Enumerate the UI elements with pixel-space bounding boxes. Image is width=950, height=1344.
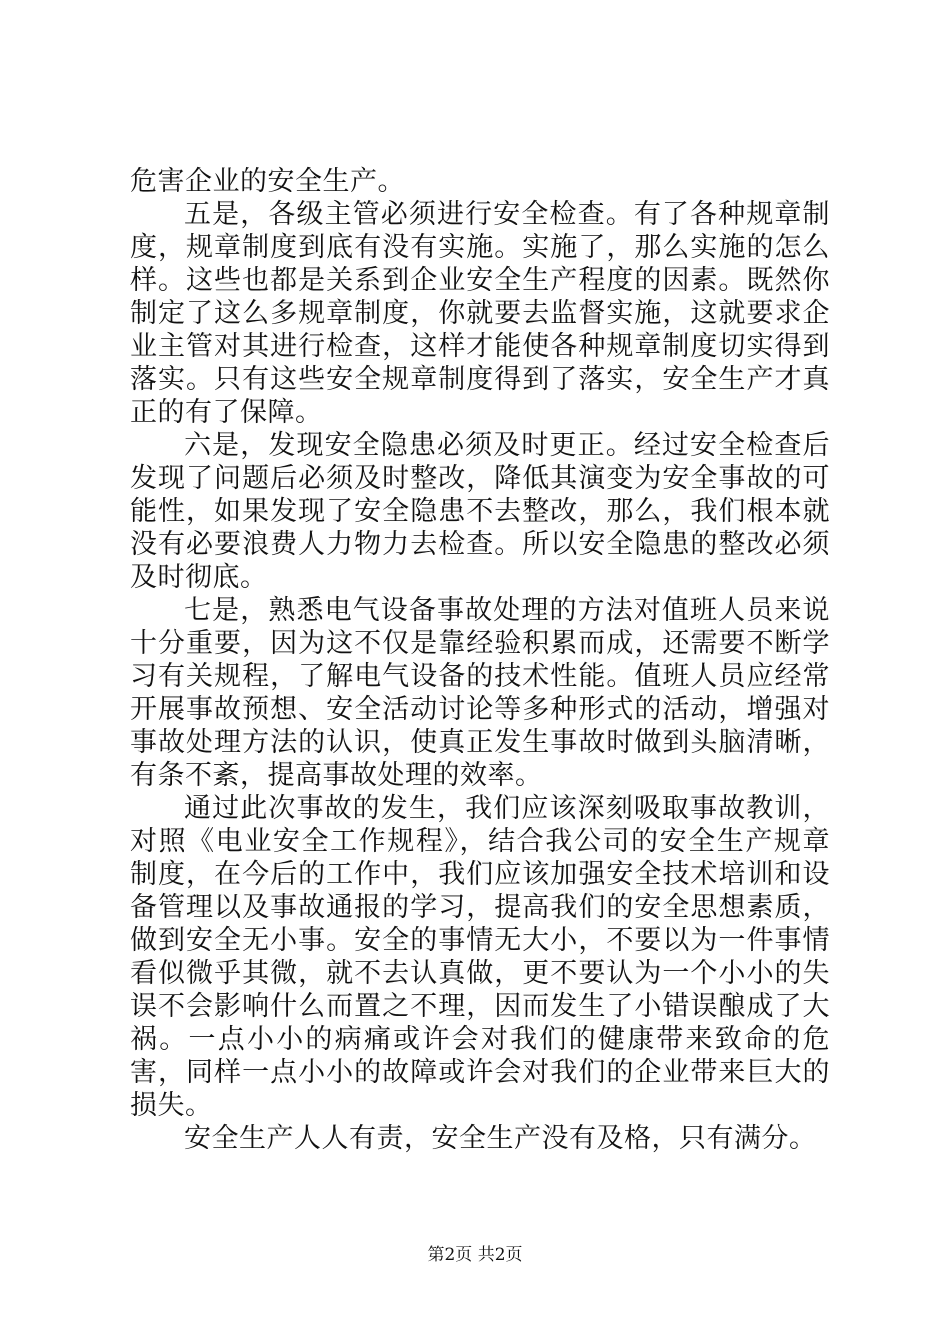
paragraph-point-six: 六是，发现安全隐患必须及时更正。经过安全检查后发现了问题后必须及时整改，降低其演变为安全事故的可能性，如果发现了安全隐患不去整改，那么，我们根本就没有必要浪费人力物力去检查。所以安全隐患的整改必须及时彻底。	[130, 430, 830, 593]
page-number-footer: 第2页 共2页	[427, 1245, 523, 1265]
paragraph-continuation: 危害企业的安全生产。	[130, 166, 405, 197]
paragraph-lessons: 通过此次事故的发生，我们应该深刻吸取事故教训，对照《电业安全工作规程》，结合我公司的安全生产规章制度，在今后的工作中，我们应该加强安全技术培训和设备管理以及事故通报的学习，提高我们的安全思想素质，做到安全无小事。安全的事情无大小，不要以为一件事情看似微乎其微，就不去认真做，更不要认为一个小小的失误不会影响什么而置之不理，因而发生了小错误酿成了大祸。一点小小的病痛或许会对我们的健康带来致命的危害，同样一点小小的故障或许会对我们的企业带来巨大的损失。	[130, 793, 830, 1121]
document-body	[130, 165, 830, 1155]
paragraph-point-five: 五是，各级主管必须进行安全检查。有了各种规章制度，规章制度到底有没有实施。实施了，那么实施的怎么样。这些也都是关系到企业安全生产程度的因素。既然你制定了这么多规章制度，你就要去监督实施，这就要求企业主管对其进行检查，这样才能使各种规章制度切实得到落实。只有这些安全规章制度得到了落实，安全生产才真正的有了保障。	[130, 199, 830, 428]
paragraph-conclusion: 安全生产人人有责，安全生产没有及格，只有满分。	[184, 1123, 817, 1154]
paragraph-point-seven: 七是，熟悉电气设备事故处理的方法对值班人员来说十分重要，因为这不仅是靠经验积累而成，还需要不断学习有关规程，了解电气设备的技术性能。值班人员应经常开展事故预想、安全活动讨论等多种形式的活动，增强对事故处理方法的认识，使真正发生事故时做到头脑清晰，有条不紊，提高事故处理的效率。	[130, 595, 830, 791]
